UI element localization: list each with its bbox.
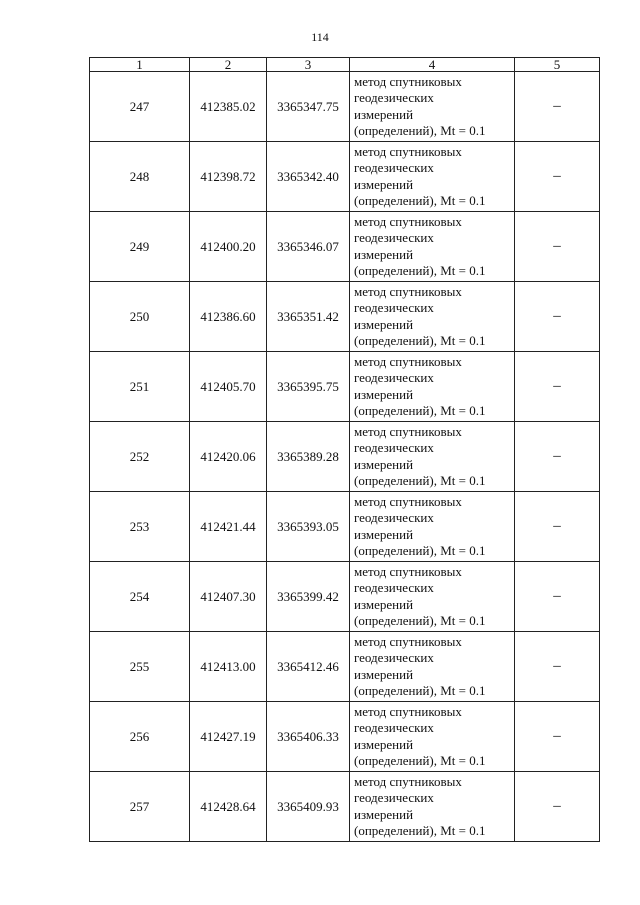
table-row bbox=[90, 142, 600, 212]
determination-method bbox=[350, 702, 515, 772]
coordinate-y: 3365399.42 bbox=[267, 562, 350, 632]
table-body bbox=[90, 72, 600, 842]
method-line-2: геодезических bbox=[354, 300, 434, 315]
table-row bbox=[90, 492, 600, 562]
coordinate-y: 3365347.75 bbox=[267, 72, 350, 142]
method-line-3: измерений bbox=[354, 176, 414, 192]
description-dash: – bbox=[515, 72, 600, 142]
determination-method bbox=[350, 282, 515, 352]
table-row bbox=[90, 282, 600, 352]
method-line-3: измерений bbox=[354, 596, 414, 612]
method-line-3: измерений bbox=[354, 666, 414, 682]
coordinate-x: 412407.30 bbox=[190, 562, 267, 632]
method-line-2: геодезических bbox=[354, 510, 434, 525]
coordinate-x: 412398.72 bbox=[190, 142, 267, 212]
method-line-3: измерений bbox=[354, 736, 414, 752]
point-number: 255 bbox=[90, 632, 190, 702]
coordinate-y: 3365351.42 bbox=[267, 282, 350, 352]
method-line-2: геодезических bbox=[354, 230, 434, 245]
method-line-1: метод спутниковых bbox=[354, 73, 462, 89]
coordinate-x: 412405.70 bbox=[190, 352, 267, 422]
table-row bbox=[90, 212, 600, 282]
method-line-1: метод спутниковых bbox=[354, 633, 462, 649]
determination-method bbox=[350, 352, 515, 422]
method-line-4: (определений), Mt = 0.1 bbox=[354, 333, 486, 348]
method-line-3: измерений bbox=[354, 456, 414, 472]
method-line-1: метод спутниковых bbox=[354, 493, 462, 509]
description-dash: – bbox=[515, 142, 600, 212]
determination-method bbox=[350, 72, 515, 142]
method-line-4: (определений), Mt = 0.1 bbox=[354, 753, 486, 768]
method-line-4: (определений), Mt = 0.1 bbox=[354, 263, 486, 278]
coordinate-x: 412386.60 bbox=[190, 282, 267, 352]
coordinate-x: 412385.02 bbox=[190, 72, 267, 142]
description-dash: – bbox=[515, 702, 600, 772]
method-line-1: метод спутниковых bbox=[354, 563, 462, 579]
point-number: 250 bbox=[90, 282, 190, 352]
coordinate-y: 3365346.07 bbox=[267, 212, 350, 282]
method-line-1: метод спутниковых bbox=[354, 423, 462, 439]
column-header-5: 5 bbox=[515, 58, 600, 72]
method-line-2: геодезических bbox=[354, 370, 434, 385]
table-row bbox=[90, 632, 600, 702]
determination-method bbox=[350, 142, 515, 212]
method-line-2: геодезических bbox=[354, 790, 434, 805]
method-line-3: измерений bbox=[354, 386, 414, 402]
method-line-4: (определений), Mt = 0.1 bbox=[354, 823, 486, 838]
method-line-4: (определений), Mt = 0.1 bbox=[354, 123, 486, 138]
method-line-1: метод спутниковых bbox=[354, 773, 462, 789]
method-line-1: метод спутниковых bbox=[354, 353, 462, 369]
column-header-1: 1 bbox=[90, 58, 190, 72]
method-line-4: (определений), Mt = 0.1 bbox=[354, 403, 486, 418]
method-line-4: (определений), Mt = 0.1 bbox=[354, 613, 486, 628]
table-row bbox=[90, 702, 600, 772]
coordinate-y: 3365412.46 bbox=[267, 632, 350, 702]
method-line-1: метод спутниковых bbox=[354, 143, 462, 159]
coordinates-table bbox=[89, 57, 600, 842]
method-line-2: геодезических bbox=[354, 160, 434, 175]
description-dash: – bbox=[515, 562, 600, 632]
description-dash: – bbox=[515, 422, 600, 492]
point-number: 254 bbox=[90, 562, 190, 632]
description-dash: – bbox=[515, 492, 600, 562]
determination-method bbox=[350, 492, 515, 562]
coordinate-y: 3365406.33 bbox=[267, 702, 350, 772]
point-number: 247 bbox=[90, 72, 190, 142]
coordinate-x: 412428.64 bbox=[190, 772, 267, 842]
column-header-4: 4 bbox=[350, 58, 515, 72]
method-line-4: (определений), Mt = 0.1 bbox=[354, 193, 486, 208]
point-number: 256 bbox=[90, 702, 190, 772]
coordinate-y: 3365393.05 bbox=[267, 492, 350, 562]
description-dash: – bbox=[515, 282, 600, 352]
method-line-2: геодезических bbox=[354, 720, 434, 735]
table-row bbox=[90, 772, 600, 842]
method-line-2: геодезических bbox=[354, 90, 434, 105]
method-line-2: геодезических bbox=[354, 440, 434, 455]
coordinate-y: 3365342.40 bbox=[267, 142, 350, 212]
determination-method bbox=[350, 212, 515, 282]
determination-method bbox=[350, 562, 515, 632]
table-header bbox=[90, 58, 600, 72]
point-number: 253 bbox=[90, 492, 190, 562]
method-line-4: (определений), Mt = 0.1 bbox=[354, 543, 486, 558]
description-dash: – bbox=[515, 772, 600, 842]
coordinate-x: 412427.19 bbox=[190, 702, 267, 772]
table-row bbox=[90, 72, 600, 142]
method-line-3: измерений bbox=[354, 526, 414, 542]
method-line-4: (определений), Mt = 0.1 bbox=[354, 473, 486, 488]
coordinate-y: 3365389.28 bbox=[267, 422, 350, 492]
point-number: 248 bbox=[90, 142, 190, 212]
header-row bbox=[90, 58, 600, 72]
coordinate-x: 412421.44 bbox=[190, 492, 267, 562]
table-row bbox=[90, 422, 600, 492]
page-number: 114 bbox=[311, 30, 329, 44]
coordinate-x: 412413.00 bbox=[190, 632, 267, 702]
description-dash: – bbox=[515, 632, 600, 702]
determination-method bbox=[350, 632, 515, 702]
method-line-3: измерений bbox=[354, 806, 414, 822]
determination-method bbox=[350, 772, 515, 842]
coordinate-x: 412400.20 bbox=[190, 212, 267, 282]
method-line-2: геодезических bbox=[354, 650, 434, 665]
column-header-2: 2 bbox=[190, 58, 267, 72]
table-row bbox=[90, 562, 600, 632]
method-line-4: (определений), Mt = 0.1 bbox=[354, 683, 486, 698]
method-line-1: метод спутниковых bbox=[354, 283, 462, 299]
method-line-2: геодезических bbox=[354, 580, 434, 595]
method-line-3: измерений bbox=[354, 106, 414, 122]
coordinate-x: 412420.06 bbox=[190, 422, 267, 492]
determination-method bbox=[350, 422, 515, 492]
point-number: 251 bbox=[90, 352, 190, 422]
description-dash: – bbox=[515, 212, 600, 282]
description-dash: – bbox=[515, 352, 600, 422]
coordinate-y: 3365395.75 bbox=[267, 352, 350, 422]
point-number: 257 bbox=[90, 772, 190, 842]
column-header-3: 3 bbox=[267, 58, 350, 72]
table-row bbox=[90, 352, 600, 422]
method-line-3: измерений bbox=[354, 316, 414, 332]
point-number: 249 bbox=[90, 212, 190, 282]
method-line-3: измерений bbox=[354, 246, 414, 262]
method-line-1: метод спутниковых bbox=[354, 703, 462, 719]
coordinate-y: 3365409.93 bbox=[267, 772, 350, 842]
method-line-1: метод спутниковых bbox=[354, 213, 462, 229]
point-number: 252 bbox=[90, 422, 190, 492]
